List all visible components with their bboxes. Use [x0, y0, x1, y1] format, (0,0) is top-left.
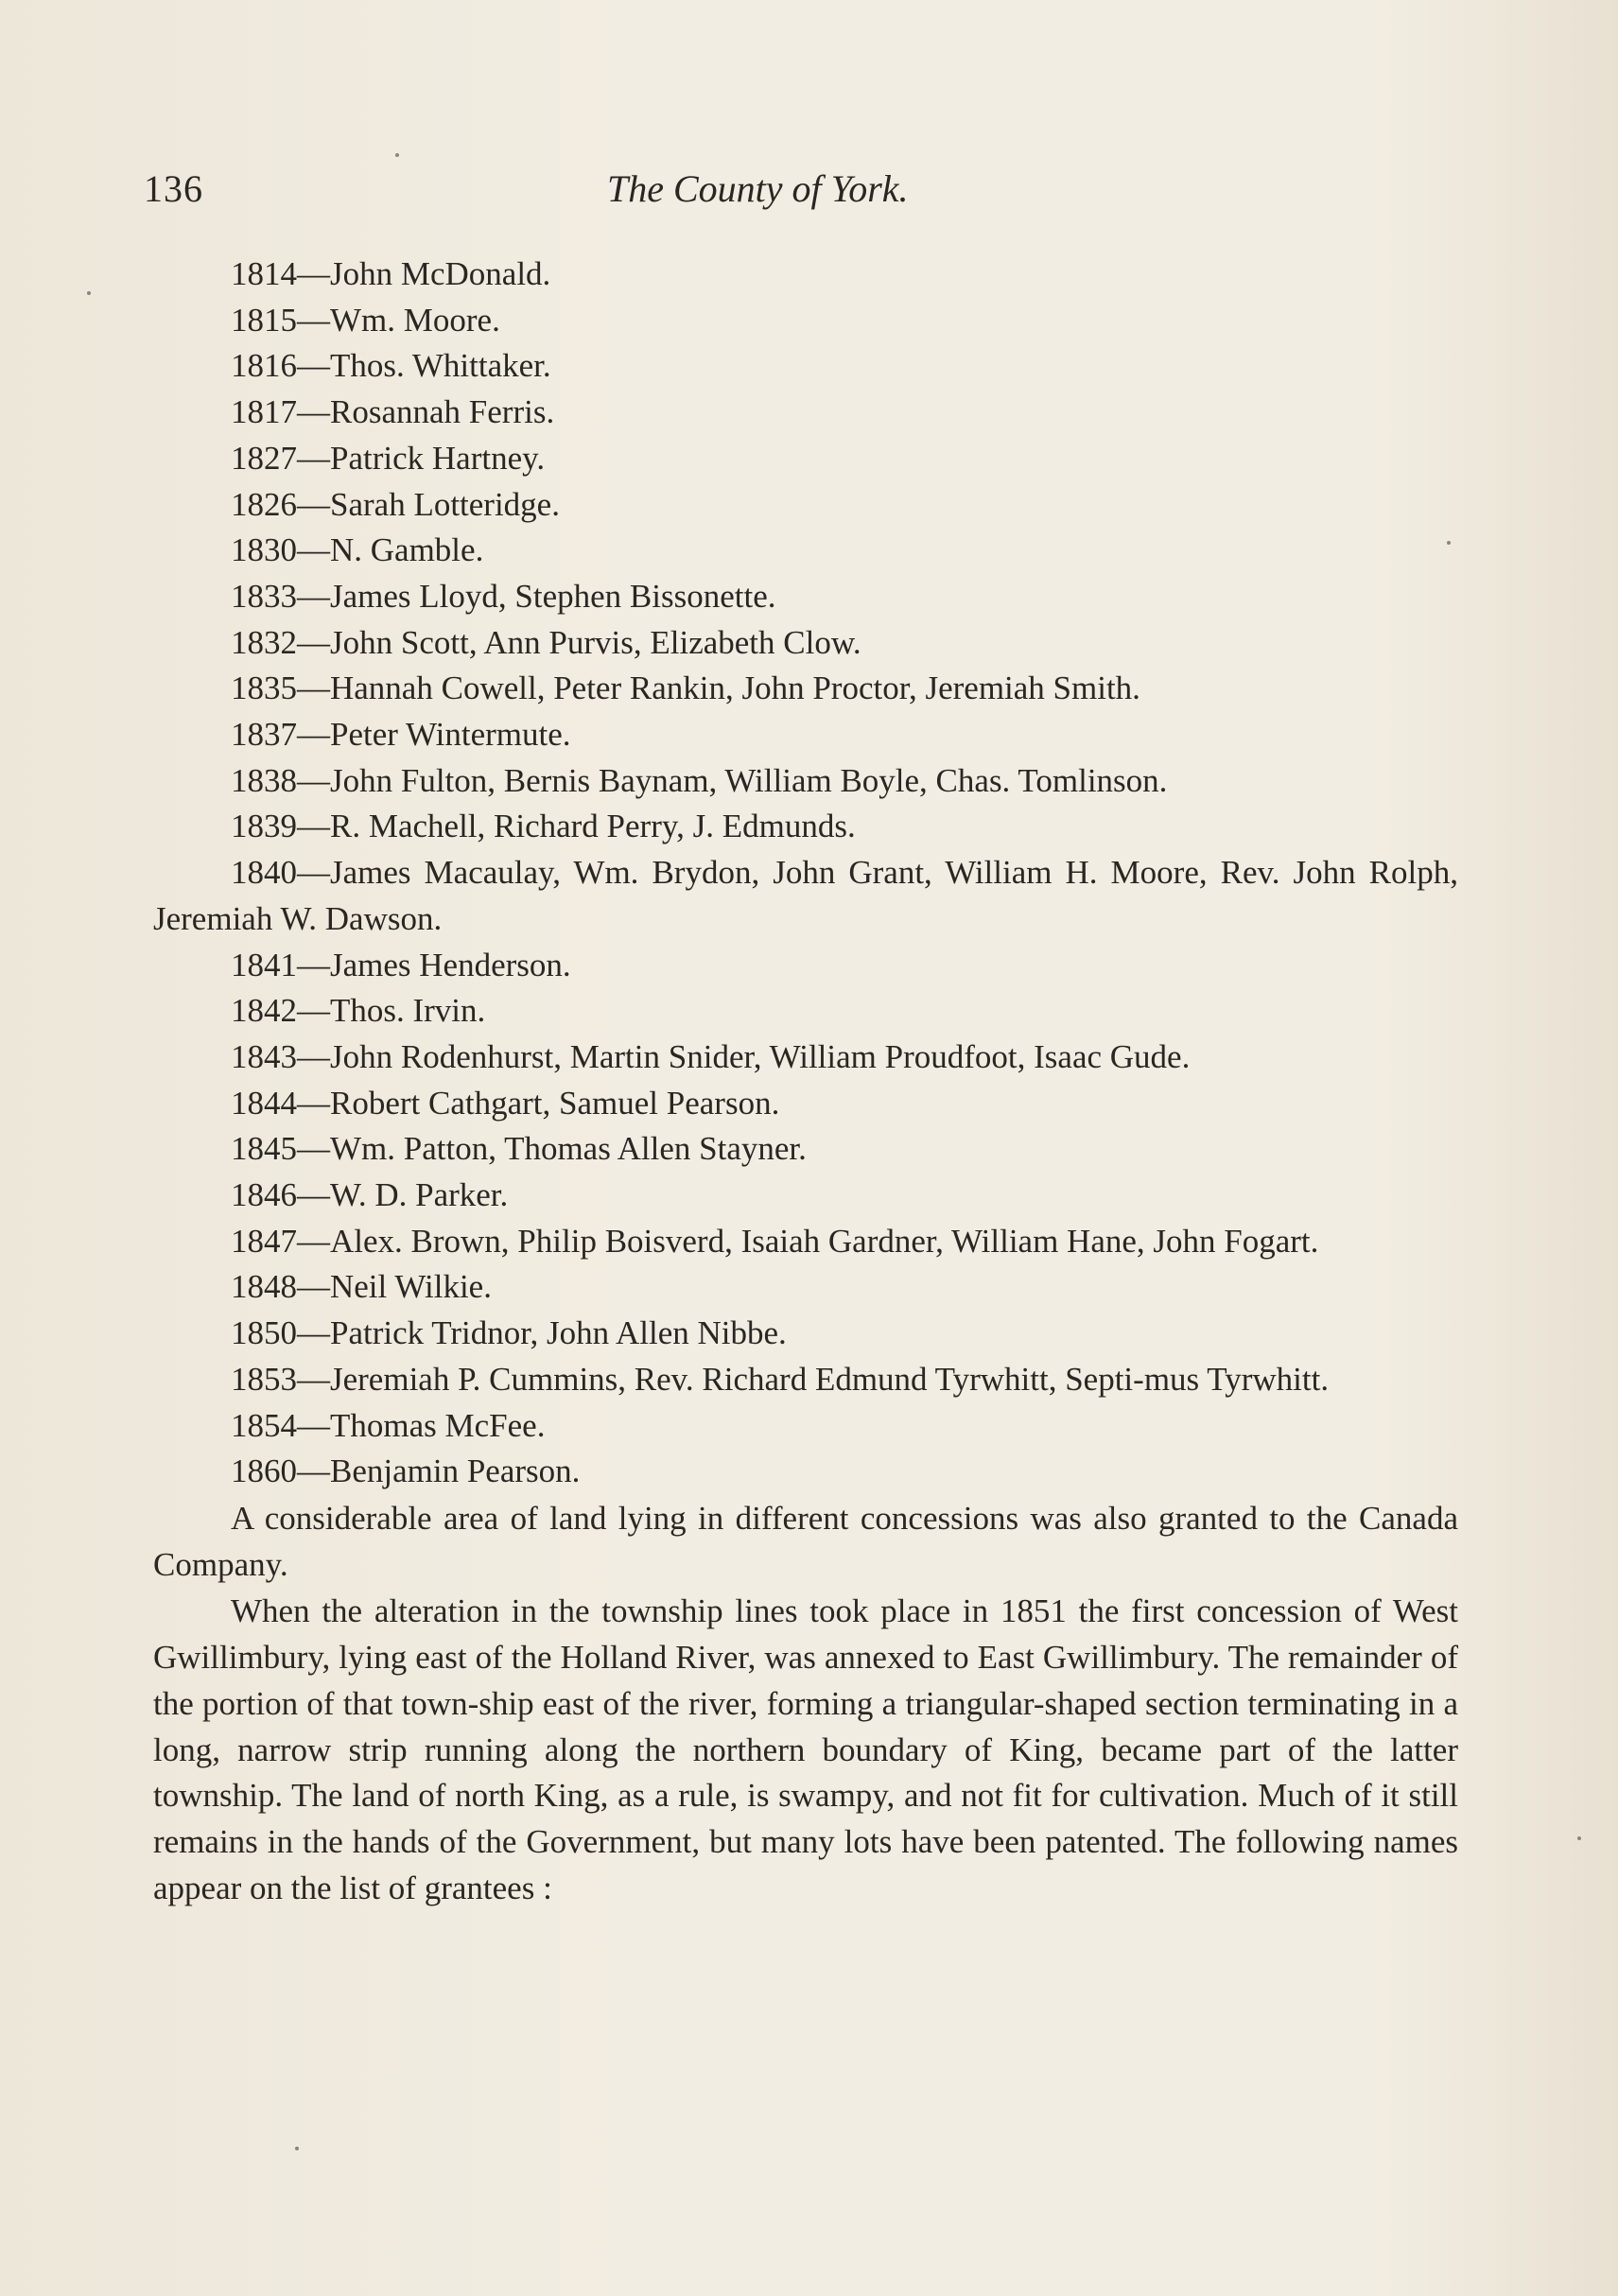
grantee-entry: 1840—James Macaulay, Wm. Brydon, John Grant, William H. Moore, Rev. John Rolph, Jeremiah W. Dawson. [153, 854, 1458, 937]
grantee-entry: 1842—Thos. Irvin. [231, 992, 486, 1030]
paper-speck [395, 153, 399, 157]
grantee-entry: 1839—R. Machell, Richard Perry, J. Edmunds. [231, 808, 856, 845]
grantee-entry: 1846—W. D. Parker. [231, 1176, 509, 1214]
grantee-entry: 1838—John Fulton, Bernis Baynam, William Boyle, Chas. Tomlinson. [231, 761, 1168, 799]
grantee-entry: 1848—Neil Wilkie. [231, 1268, 492, 1306]
grantee-entry: 1816—Thos. Whittaker. [231, 347, 551, 385]
grantee-entry: 1815—Wm. Moore. [231, 301, 500, 339]
running-head [144, 166, 997, 223]
grantee-entry: 1826—Sarah Lotteridge. [231, 485, 560, 523]
grantee-entry: 1843—John Rodenhurst, Martin Snider, William Proudfoot, Isaac Gude. [231, 1037, 1191, 1075]
grantee-entry: 1845—Wm. Patton, Thomas Allen Stayner. [231, 1130, 807, 1168]
grantee-entry: 1837—Peter Wintermute. [231, 716, 571, 754]
grantee-entry: 1860—Benjamin Pearson. [231, 1452, 581, 1490]
grantee-entry: 1833—James Lloyd, Stephen Bissonette. [231, 577, 776, 615]
page-number: 136 [144, 167, 203, 210]
paper-speck [87, 291, 91, 295]
paper-speck [1577, 1836, 1581, 1840]
township-lines-paragraph: When the alteration in the township lines took place in 1851 the first concession of West Gwillimbury, lying east of the Holland River, was annexed to East Gwillimbury. The remainder of the portion of that town-ship east of the river, forming a triangular-shaped section terminating in a long, narrow strip running along the northern boundary of King, became part of the latter township. The land of north King, as a rule, is swampy, and not fit for cultivation. Much of it still remains in the hands of the Government, but many lots have been patented. The following names appear on the list of grantees : [153, 1592, 1458, 1906]
grantee-entry: 1827—Patrick Hartney. [231, 439, 546, 477]
grantee-entry: 1850—Patrick Tridnor, John Allen Nibbe. [231, 1314, 787, 1352]
page-body [153, 252, 1458, 1911]
grantee-entry: 1854—Thomas McFee. [231, 1406, 546, 1444]
book-title: The County of York. [607, 167, 909, 210]
grantee-entry: 1844—Robert Cathgart, Samuel Pearson. [231, 1084, 780, 1122]
paper-speck [295, 2147, 299, 2150]
grantee-entry: 1853—Jeremiah P. Cummins, Rev. Richard Edmund Tyrwhitt, Septi-mus Tyrwhitt. [231, 1360, 1330, 1398]
grantee-entry: 1847—Alex. Brown, Philip Boisverd, Isaiah Gardner, William Hane, John Fogart. [231, 1222, 1319, 1260]
grantee-entry: 1832—John Scott, Ann Purvis, Elizabeth Clow. [231, 623, 861, 661]
paper-speck [1447, 541, 1451, 545]
grantee-list [153, 252, 1458, 1495]
grantee-entry: 1835—Hannah Cowell, Peter Rankin, John Proctor, Jeremiah Smith. [231, 670, 1140, 707]
grantee-entry: 1817—Rosannah Ferris. [231, 393, 555, 431]
grantee-entry: 1814—John McDonald. [231, 255, 551, 292]
grantee-entry: 1841—James Henderson. [231, 946, 571, 983]
grantee-entry: 1830—N. Gamble. [231, 531, 484, 569]
canada-company-paragraph: A considerable area of land lying in different concessions was also granted to the Canada Company. [153, 1499, 1458, 1583]
